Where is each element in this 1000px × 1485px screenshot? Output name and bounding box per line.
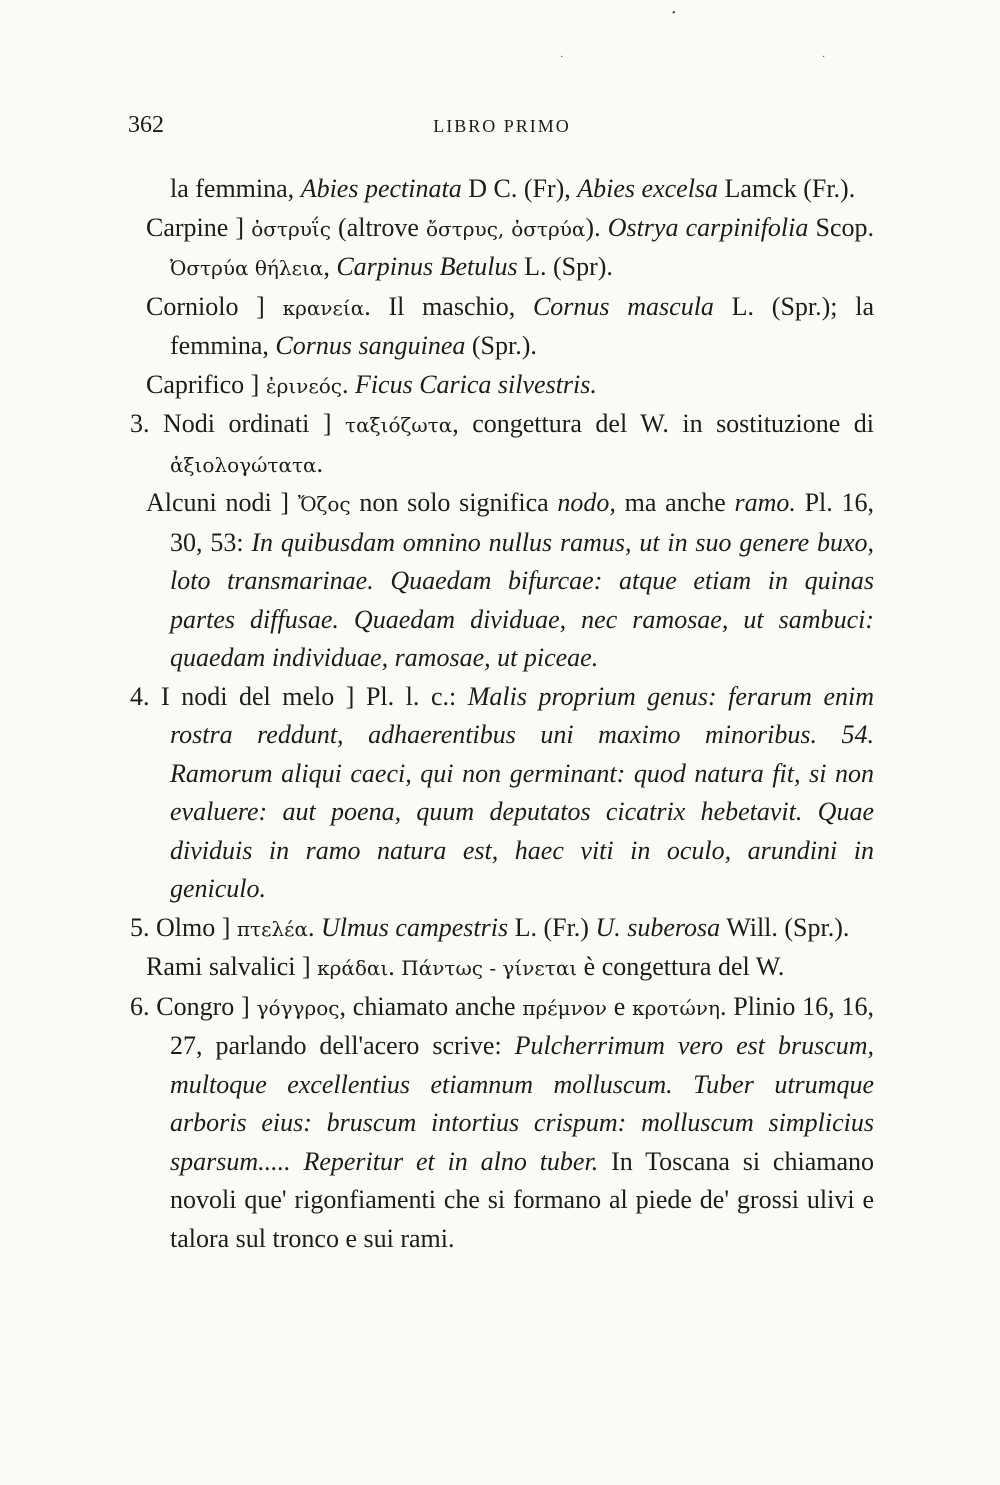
note-text: è congettura del W. xyxy=(577,952,785,981)
greek-term: πρέμνον xyxy=(522,995,607,1020)
paper-specks: · xyxy=(822,52,826,63)
note-text: 5. Olmo ] xyxy=(130,912,237,942)
note-entry xyxy=(0,678,1000,909)
note-text: . xyxy=(388,952,402,981)
italic-text: Abies pectinata xyxy=(300,174,462,203)
note-text: Scop. xyxy=(808,212,874,242)
note-text: (Spr.). xyxy=(465,331,537,360)
greek-term: κράδαι xyxy=(317,956,389,980)
note-text: (altrove xyxy=(330,212,427,242)
note-text: In Toscana si chiamano novoli que' rigonfiamenti che si formano al piede de' grossi ulivi e talora sul tronco e sui rami. xyxy=(170,1146,874,1253)
note-text: L. (Spr). xyxy=(517,252,613,281)
note-entry xyxy=(0,366,1000,406)
note-text: Alcuni nodi ] xyxy=(146,488,298,517)
italic-text: U. suberosa xyxy=(595,912,721,942)
note-text: Pl. 16, 30, 53: xyxy=(170,488,875,557)
note-text: . xyxy=(341,369,355,399)
greek-term: ὀστρυΐς xyxy=(251,216,331,241)
italic-text: Ulmus campestris xyxy=(321,912,509,942)
note-entry xyxy=(0,209,1000,288)
page-header xyxy=(128,112,876,148)
greek-term: Ὄζος xyxy=(297,492,351,516)
note-text: Caprifico ] xyxy=(146,369,266,399)
note-text: e xyxy=(606,991,633,1021)
note-text: la femmina, xyxy=(170,174,301,203)
greek-term: Πάντως - γίνεται xyxy=(401,956,578,980)
paper-specks: • xyxy=(672,8,676,19)
note-text: D C. (Fr), xyxy=(461,174,578,203)
italic-text: Ficus Carica silvestris. xyxy=(354,369,597,399)
greek-term: κροτώνη xyxy=(632,995,720,1020)
note-entry xyxy=(0,484,1000,678)
italic-text: Carpinus Betulus xyxy=(336,252,518,281)
note-text: L. (Spr.); la femmina, xyxy=(170,291,875,360)
note-entry xyxy=(0,405,1000,484)
greek-term: ἐρινεός xyxy=(265,373,342,398)
note-text: . xyxy=(308,912,322,942)
note-entry xyxy=(0,948,1000,988)
note-text: non solo significa xyxy=(350,488,558,517)
italic-text: Malis proprium genus: ferarum enim rostra reddunt, adhaerentibus uni maximo minoribus. 54. Ramorum aliqui caeci, qui non germinant: quod natura fit, si non evaluere: aut poena, quum deputatos cicatrix hebetavit. Quae dividuis in ramo natura est, haec viti in oculo, arundini in geniculo. xyxy=(170,681,874,903)
italic-text: In quibusdam omnino nullus ramus, ut in suo genere buxo, loto transmarinae. Quaedam bifurcae: atque etiam in quinas partes diffusae. Quaedam dividuae, nec ramosae, ut sambuci: quaedam individuae, ramosae, ut piceae. xyxy=(170,527,874,672)
running-head: LIBRO PRIMO xyxy=(433,116,571,136)
italic-text: nodo, xyxy=(557,488,616,517)
page-number: 362 xyxy=(128,112,164,138)
italic-text: Pulcherrimum vero est bruscum, multoque excellentius etiamnum molluscum. Tuber utrumque arboris eius: bruscum intortius crispum: molluscum simplicius sparsum..... Reperitur et in alno tuber. xyxy=(170,1031,874,1176)
note-text: Lamck (Fr.). xyxy=(718,174,856,203)
greek-term: Ὀστρύα θήλεια xyxy=(170,256,324,280)
note-text: 4. I nodi del melo ] Pl. l. c.: xyxy=(130,681,468,711)
note-text: Rami salvalici ] xyxy=(146,952,318,981)
note-entry xyxy=(0,909,1000,949)
note-text: . Plinio 16, 16, 27, parlando dell'acero scrive: xyxy=(170,991,874,1060)
note-text: , xyxy=(323,252,337,281)
greek-term: κρανεία xyxy=(282,295,365,320)
note-text: Will. (Spr.). xyxy=(720,912,850,942)
greek-term: ἀξιολογώτατα xyxy=(170,452,317,477)
italic-text: Abies excelsa xyxy=(577,174,719,203)
paper-specks: · xyxy=(560,52,564,63)
note-text: , congettura del W. in sostituzione di xyxy=(452,409,874,438)
greek-term: πτελέα xyxy=(236,916,309,941)
greek-term: ταξιόζωτα xyxy=(345,413,453,437)
greek-term: γόγγρος xyxy=(256,995,340,1020)
italic-text: Cornus sanguinea xyxy=(275,331,466,360)
italic-text: ramo. xyxy=(734,488,796,517)
note-text: ma anche xyxy=(615,488,735,517)
note-text: , chiamato anche xyxy=(339,991,523,1021)
note-text: 3. Nodi ordinati ] xyxy=(130,409,346,438)
note-entry xyxy=(0,988,1000,1259)
note-text: L. (Fr.) xyxy=(508,912,596,942)
note-entry xyxy=(0,170,1000,209)
note-text: Corniolo ] xyxy=(146,291,283,321)
note-text: ). xyxy=(585,212,608,242)
note-text: 6. Congro ] xyxy=(130,991,257,1021)
italic-text: Cornus mascula xyxy=(532,291,714,321)
note-text: . Il maschio, xyxy=(364,291,533,321)
note-text: . xyxy=(316,448,324,478)
notes-body xyxy=(0,170,1000,1258)
note-text: Carpine ] xyxy=(146,212,252,242)
greek-term: ὄστρυς, ὀστρύα xyxy=(426,216,586,241)
note-entry xyxy=(0,288,1000,366)
italic-text: Ostrya carpinifolia xyxy=(607,212,809,242)
